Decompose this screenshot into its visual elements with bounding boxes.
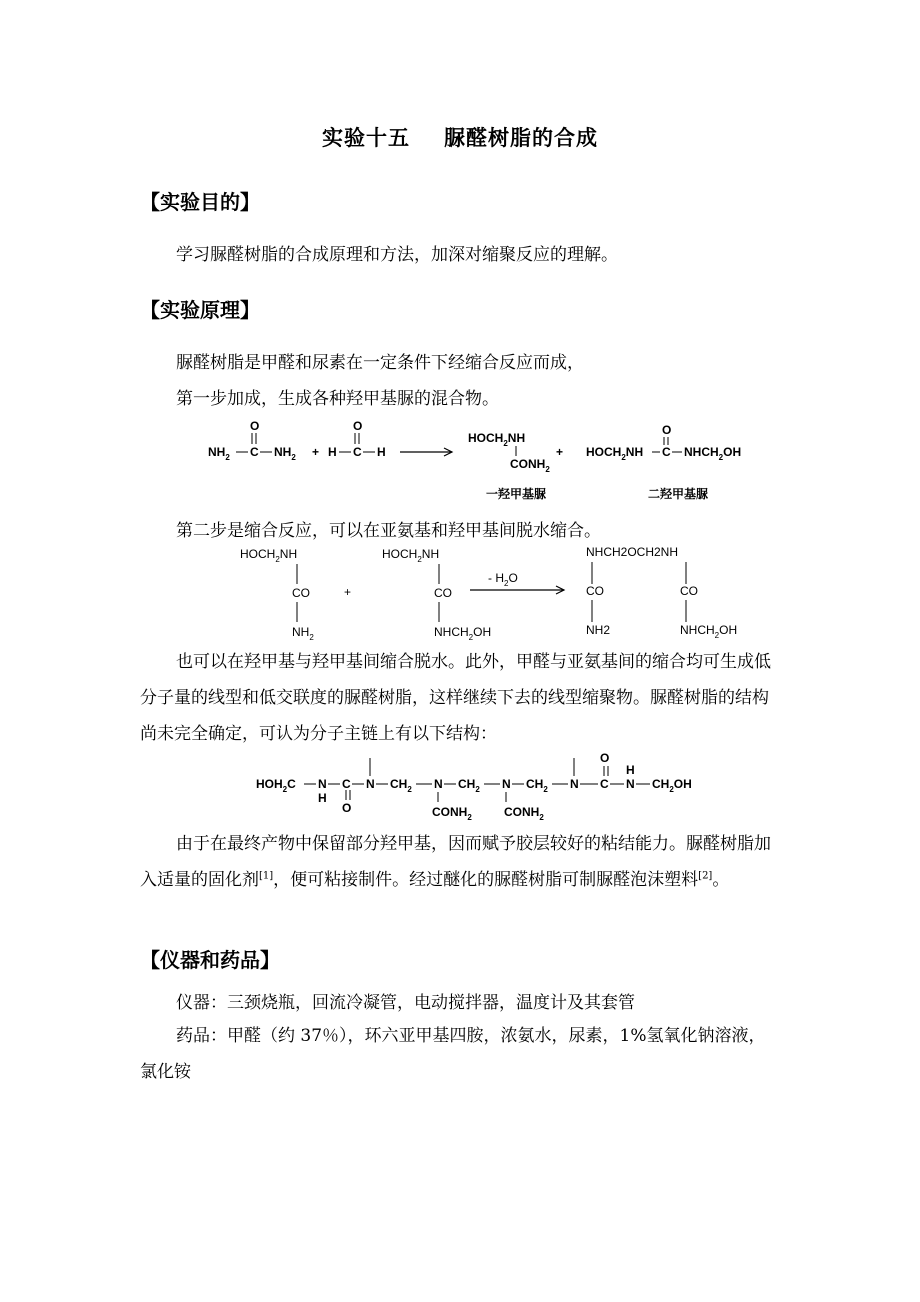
formaldehyde-h-right: H [377, 445, 386, 459]
formaldehyde-oxygen: O [353, 419, 363, 433]
reference-2[interactable]: [2] [698, 870, 713, 882]
reactant1-bottom: $NH_2$ [292, 625, 314, 642]
plus-sign-3: + [344, 585, 352, 599]
arrow-label-water: - $H_2O$ [488, 571, 518, 588]
chain-o-2: O [600, 752, 610, 765]
chain-n-3: N [434, 777, 443, 791]
product-top: NHCH2OCH2NH [586, 545, 679, 559]
chain-o-1: O [342, 801, 352, 815]
mono-product-bottom: $CONH_2$ [510, 457, 550, 474]
formaldehyde-carbon: C [353, 445, 362, 459]
chain-conh2-1: $CONH_2$ [432, 805, 472, 822]
chain-h-1: H [318, 791, 327, 805]
label-monomethylol-urea: 一羟甲基脲 [486, 487, 547, 501]
reactant2-co: CO [434, 586, 452, 600]
chain-n-4: N [502, 777, 511, 791]
reactant1-top: $HOCH_2NH$ [240, 547, 298, 564]
product-bottom-left: NH2 [586, 623, 611, 637]
chain-start: $HOH_2C$ [256, 777, 296, 794]
reaction-scheme-addition [200, 418, 760, 510]
reactant1-co: CO [292, 586, 310, 600]
mono-product-top: $HOCH_2NH$ [468, 431, 526, 448]
chain-c-2: C [600, 777, 609, 791]
chain-ch2-3: $CH_2$ [526, 777, 548, 794]
instruments-text: 仪器：三颈烧瓶，回流冷凝管，电动搅拌器，温度计及其套管 [176, 993, 635, 1013]
section-heading-principle: 【实验原理】 [140, 298, 260, 322]
principle-paragraph-5: 由于在最终产物中保留部分羟甲基，因而赋予胶层较好的粘结能力。脲醛树脂加入适量的固化剂[1]，便可粘接制件。经过醚化的脲醛树脂可制脲醛泡沫塑料[2]。 [140, 834, 771, 890]
chain-c-1: C [342, 777, 351, 791]
reference-1[interactable]: [1] [259, 870, 274, 882]
label-dimethylol-urea: 二羟甲基脲 [648, 487, 709, 501]
plus-sign-1: + [312, 445, 320, 459]
chain-n-6: N [626, 777, 635, 791]
purpose-text: 学习脲醛树脂的合成原理和方法，加深对缩聚反应的理解。 [176, 245, 618, 265]
chain-n-5: N [570, 777, 579, 791]
principle-line-1: 脲醛树脂是甲醛和尿素在一定条件下经缩合反应而成， [176, 353, 584, 373]
chain-ch2-2: $CH_2$ [458, 777, 480, 794]
urea-nh2-right: $NH_2$ [274, 445, 296, 462]
section-heading-materials: 【仪器和药品】 [140, 948, 280, 972]
product-co-right: CO [680, 584, 698, 598]
chain-h-2: H [626, 763, 635, 777]
chemicals-text: 药品：甲醛（约 37％），环六亚甲基四胺，浓氨水，尿素，1%氢氧化钠溶液，氯化铵 [140, 1026, 766, 1082]
formaldehyde-h-left: H [328, 445, 337, 459]
reactant2-top: $HOCH_2NH$ [382, 547, 440, 564]
chain-conh2-2: $CONH_2$ [504, 805, 544, 822]
urea-nh2-left: $NH_2$ [208, 445, 230, 462]
principle-line-3: 第二步是缩合反应，可以在亚氨基和羟甲基间脱水缩合。 [176, 521, 601, 541]
chain-end: $CH_2OH$ [652, 777, 692, 794]
resin-structure-chain [252, 752, 712, 826]
reactant2-bottom: $NHCH_2OH$ [434, 625, 492, 642]
principle-paragraph-4: 也可以在羟甲基与羟甲基间缩合脱水。此外，甲醛与亚氨基间的缩合均可生成低分子量的线型和低交联度的脲醛树脂，这样继续下去的线型缩聚物。脲醛树脂的结构尚未完全确定，可认为分子主链上有以下结构： [140, 652, 771, 744]
di-product-carbon: C [662, 445, 671, 459]
di-product-oxygen: O [662, 423, 672, 437]
plus-sign-2: + [556, 445, 564, 459]
reaction-scheme-condensation [236, 544, 756, 644]
principle-line-2: 第一步加成，生成各种羟甲基脲的混合物。 [176, 389, 499, 409]
product-bottom-right: $NHCH_2OH$ [680, 623, 738, 640]
di-product-right: $NHCH_2OH$ [684, 445, 742, 462]
page-title: 实验十五 脲醛树脂的合成 [322, 125, 598, 150]
di-product-left: $HOCH_2NH$ [586, 445, 644, 462]
product-co-left: CO [586, 584, 604, 598]
chain-ch2-1: $CH_2$ [390, 777, 412, 794]
chain-n-1: N [318, 777, 327, 791]
chain-n-2: N [366, 777, 375, 791]
urea-oxygen: O [250, 419, 260, 433]
urea-carbon: C [250, 445, 259, 459]
section-heading-purpose: 【实验目的】 [140, 190, 260, 214]
